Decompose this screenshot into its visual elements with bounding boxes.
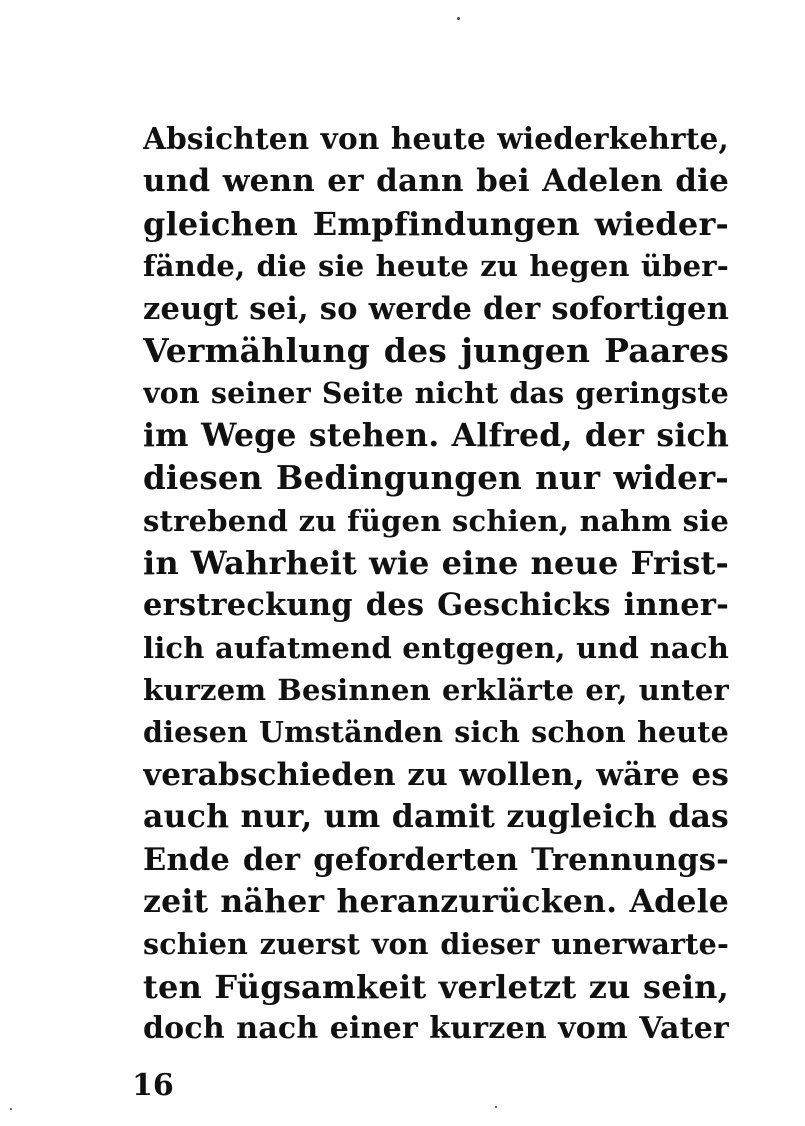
ink-speck [495, 1106, 497, 1108]
text-line: verabschieden zu wollen, wäre es [143, 756, 729, 793]
text-line: Vermählung des jungen Paares [143, 330, 729, 370]
text-line: diesen Bedingungen nur wider- [143, 458, 729, 498]
text-line: doch nach einer kurzen vom Vater [143, 1011, 729, 1047]
text-line: und wenn er dann bei Adelen die [143, 163, 729, 200]
ink-speck [457, 17, 460, 20]
text-line: zeugt sei, so werde der sofortigen [143, 290, 729, 327]
ink-speck [10, 1108, 12, 1110]
text-line: diesen Umständen sich schon heute [143, 715, 729, 750]
text-line: Absichten von heute wiederkehrte, [143, 121, 729, 156]
text-line: auch nur, um damit zugleich das [143, 798, 729, 836]
text-line: lich aufatmend entgegen, und nach [143, 630, 729, 665]
text-line: kurzem Besinnen erklärte er, unter [143, 673, 729, 708]
text-line: gleichen Empfindungen wieder- [143, 204, 729, 243]
body-text [143, 118, 729, 1051]
page-number: 16 [132, 1068, 174, 1103]
text-line: strebend zu fügen schien, nahm sie [143, 503, 729, 538]
text-line: in Wahrheit wie eine neue Frist- [143, 543, 729, 582]
text-line: erstreckung des Geschicks inner- [143, 587, 729, 624]
text-line: schien zuerst von dieser unerwarte- [143, 927, 729, 962]
text-line: ten Fügsamkeit verletzt zu sein, [143, 967, 729, 1006]
text-line: von seiner Seite nicht das geringste [143, 376, 729, 411]
text-line: fände, die sie heute zu hegen über- [143, 249, 729, 284]
text-line: Ende der geforderten Trennungs- [143, 841, 729, 878]
text-line: im Wege stehen. Alfred, der sich [143, 416, 729, 454]
text-line: zeit näher heranzurücken. Adele [143, 883, 729, 921]
